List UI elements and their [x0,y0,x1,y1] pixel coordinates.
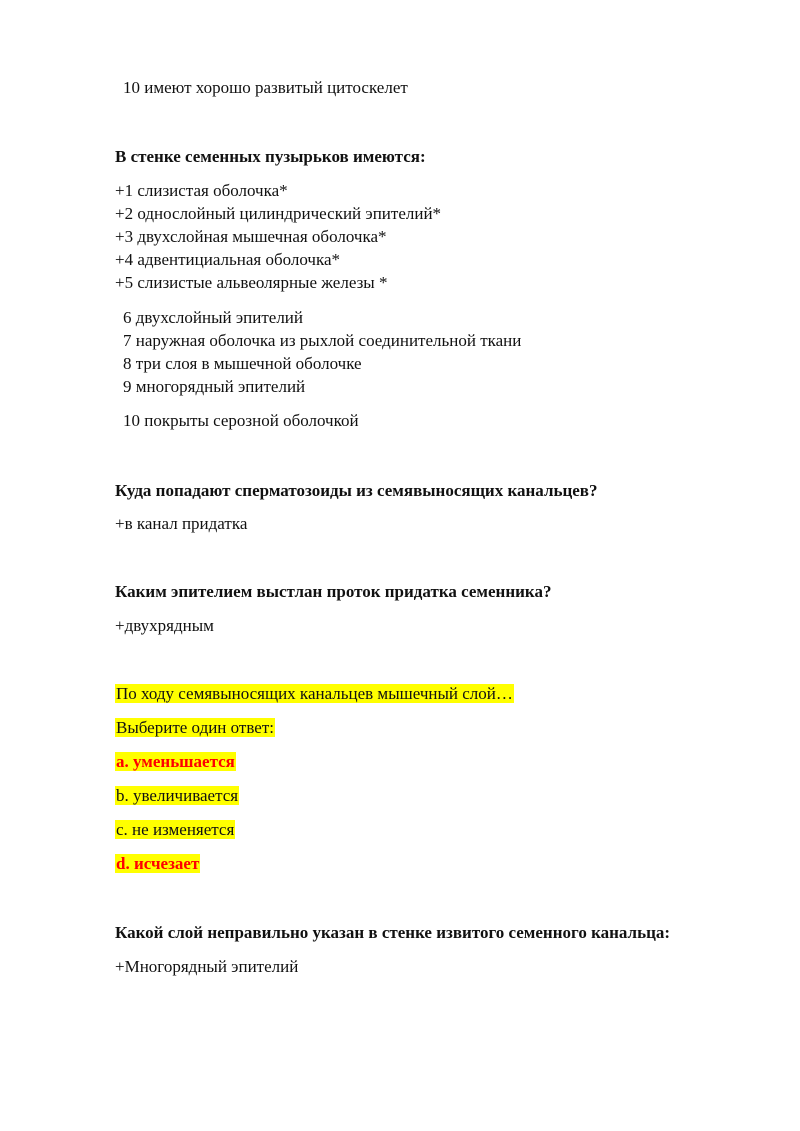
option-d [115,853,200,875]
answer-item-6: 6 двухслойный эпителий [123,308,303,327]
option-d-text: d. исчезает [116,854,200,873]
question-title-convoluted-tubule: Какой слой неправильно указан в стенке извитого семенного канальца: [115,923,671,942]
question-title-muscle-layer-text: По ходу семявыносящих канальцев мышечный слой… [116,684,513,703]
option-b-text: b. увеличивается [116,786,239,805]
option-a [115,751,236,773]
answer-epididymis-canal: +в канал придатка [115,514,248,533]
correct-answer-3: +3 двухслойная мышечная оболочка* [115,227,387,246]
correct-answer-1: +1 слизистая оболочка* [115,181,288,200]
choose-one-prompt [115,717,275,739]
choose-one-prompt-text: Выберите один ответ: [116,718,274,737]
question-title-spermatozoa: Куда попадают сперматозоиды из семявыносящих канальцев? [115,481,598,500]
answer-multirow-epithelium: +Многорядный эпителий [115,957,299,976]
answer-item-9: 9 многорядный эпителий [123,377,306,396]
option-c-text: c. не изменяется [116,820,235,839]
answer-two-row: +двухрядным [115,616,214,635]
correct-answer-5: +5 слизистые альвеолярные железы * [115,273,388,292]
option-b [115,785,239,807]
correct-answer-4: +4 адвентициальная оболочка* [115,250,341,269]
option-c [115,819,235,841]
answer-item-7: 7 наружная оболочка из рыхлой соединительной ткани [123,331,522,350]
answer-item-8: 8 три слоя в мышечной оболочке [123,354,362,373]
question-title-seminal-vesicles: В стенке семенных пузырьков имеются: [115,147,426,166]
answer-item-10: 10 имеют хорошо развитый цитоскелет [123,78,408,97]
question-title-muscle-layer [115,683,514,705]
correct-answer-2: +2 однослойный цилиндрический эпителий* [115,204,442,223]
option-a-text: a. уменьшается [116,752,235,771]
question-title-epididymis-epithelium: Каким эпителием выстлан проток придатка семенника? [115,582,552,601]
answer-item-10-serous: 10 покрыты серозной оболочкой [123,411,359,430]
